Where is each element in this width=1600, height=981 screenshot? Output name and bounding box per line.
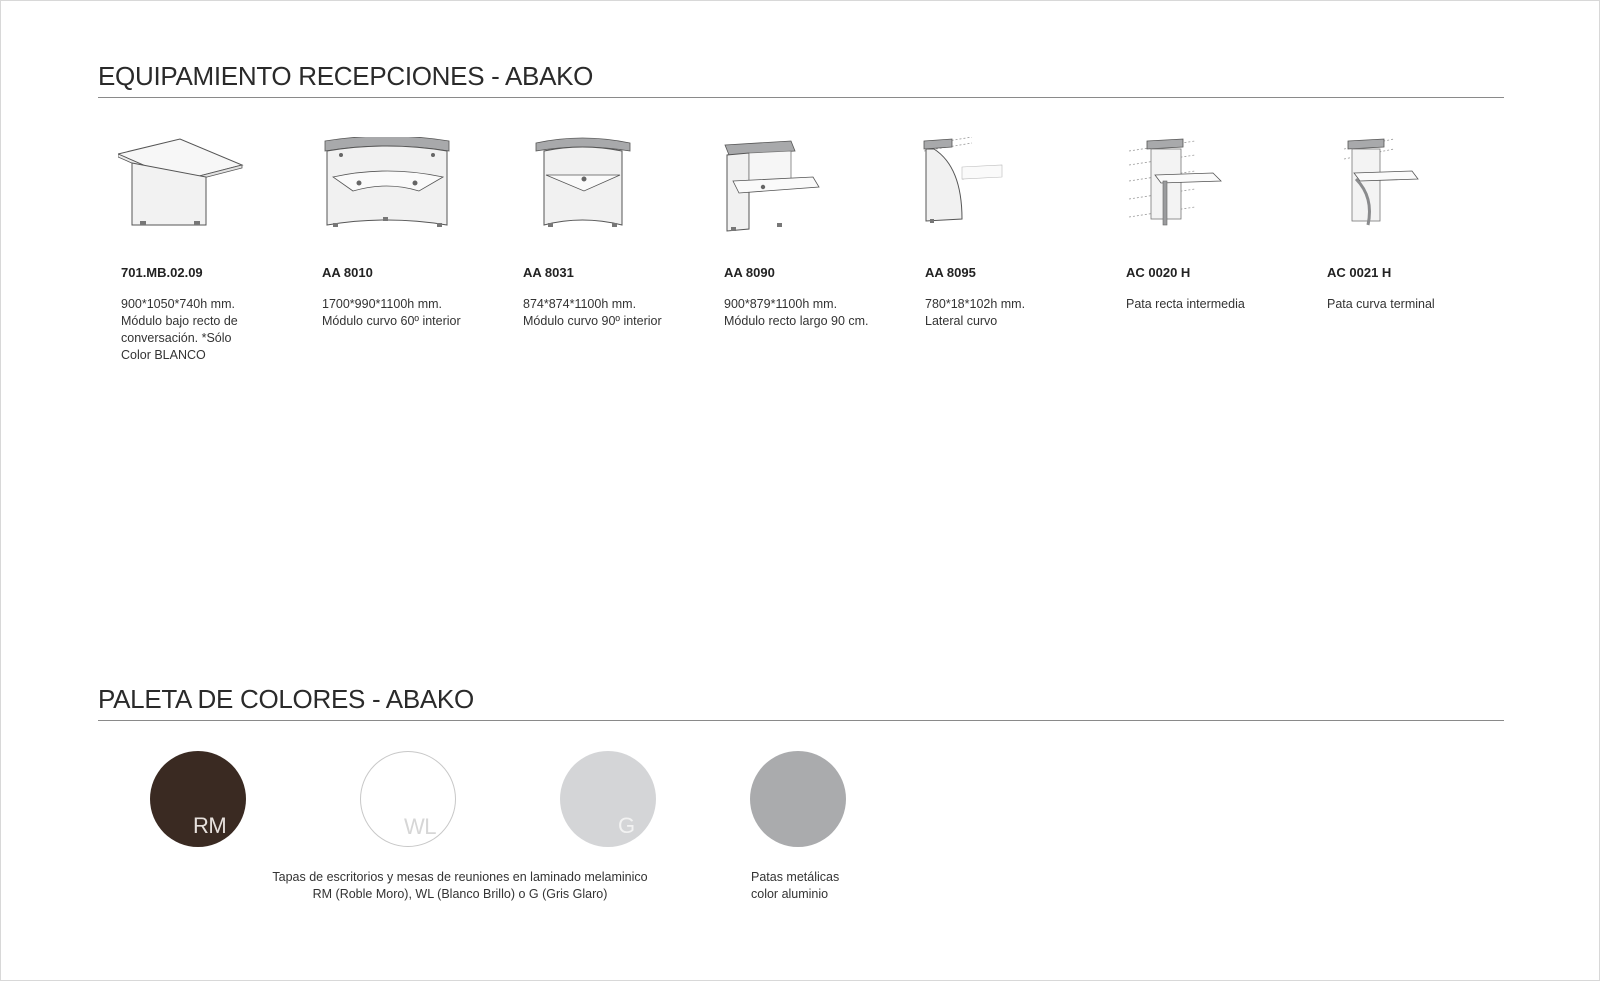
swatch-wl (360, 751, 456, 847)
product-card-aa-8095 (902, 121, 1102, 381)
product-description: 780*18*102h mm. Lateral curvo (925, 297, 1026, 328)
tops-color-caption: Tapas de escritorios y mesas de reuniones en laminado melaminico RM (Roble Moro), WL (Blanco Brillo) o G (Gris Glaro) (272, 870, 648, 901)
product-description: 1700*990*1100h mm. Módulo curvo 60º interior (322, 297, 461, 328)
product-card-701-mb-02-09 (98, 121, 298, 381)
curved-60-module-illustration (319, 137, 459, 237)
swatch-rm (150, 751, 246, 847)
product-card-aa-8010 (299, 121, 499, 381)
curved-leg-illustration (1324, 137, 1464, 237)
product-code: AA 8090 (724, 265, 775, 280)
palette-title-rule (98, 720, 1504, 721)
product-code: AA 8010 (322, 265, 373, 280)
product-card-ac-0021-h (1304, 121, 1504, 381)
straight-module-illustration (721, 137, 861, 237)
swatch-label: WL (404, 814, 436, 839)
product-code: AA 8095 (925, 265, 976, 280)
product-description: 874*874*1100h mm. Módulo curvo 90º interior (523, 297, 662, 328)
color-palette (1, 751, 1599, 911)
product-code: AA 8031 (523, 265, 574, 280)
palette-section-title: PALETA DE COLORES - ABAKO (98, 684, 474, 714)
product-grid (98, 121, 1504, 381)
swatch-aluminium (750, 751, 846, 847)
swatch-g (560, 751, 656, 847)
straight-leg-illustration (1123, 137, 1263, 237)
product-card-ac-0020-h (1103, 121, 1303, 381)
product-code: 701.MB.02.09 (121, 265, 203, 280)
equipment-section-title: EQUIPAMIENTO RECEPCIONES - ABAKO (98, 61, 594, 91)
product-code: AC 0021 H (1327, 265, 1392, 280)
equipment-title-rule (98, 97, 1504, 98)
product-card-aa-8031 (500, 121, 700, 381)
curved-90-module-illustration (520, 137, 660, 237)
curved-side-panel-illustration (922, 137, 1062, 237)
product-description: Pata curva terminal (1327, 297, 1435, 311)
swatch-label: G (618, 813, 635, 838)
product-description: 900*879*1100h mm. Módulo recto largo 90 cm. (724, 297, 869, 328)
product-code: AC 0020 H (1126, 265, 1191, 280)
reception-low-module-illustration (118, 137, 258, 237)
product-description: Pata recta intermedia (1126, 297, 1245, 311)
swatch-label: RM (193, 813, 227, 838)
legs-color-caption: Patas metálicas color aluminio (751, 870, 840, 901)
product-card-aa-8090 (701, 121, 901, 381)
product-description: 900*1050*740h mm. Módulo bajo recto de conversación. *Sólo Color BLANCO (121, 297, 238, 362)
